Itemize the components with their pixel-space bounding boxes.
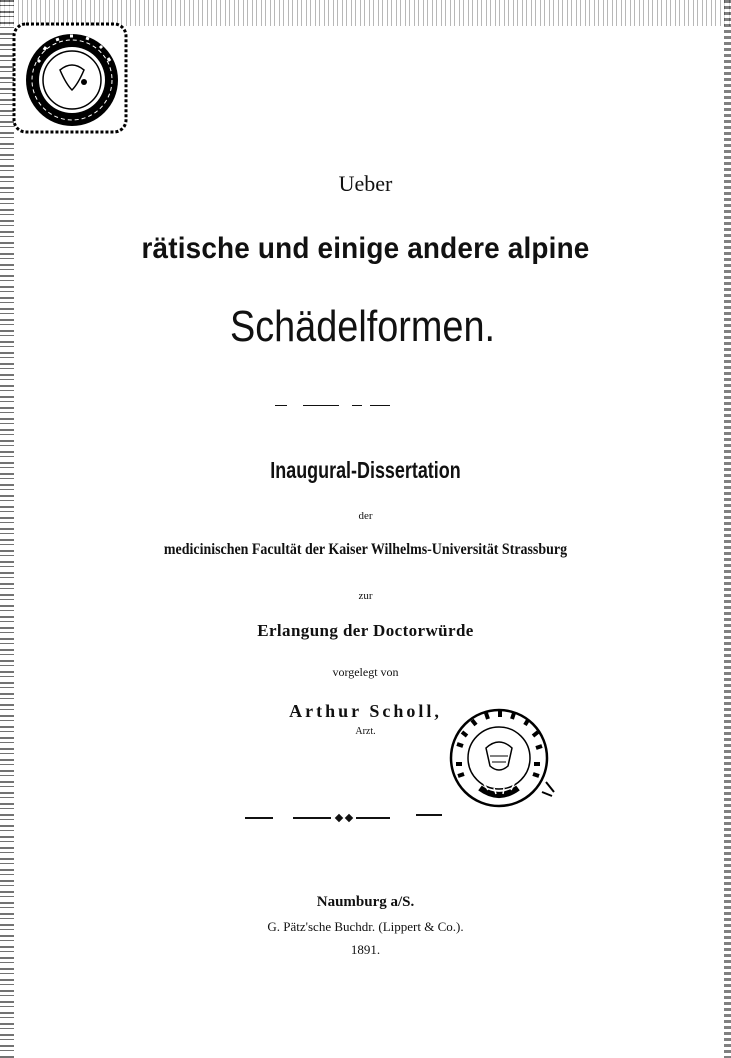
title-line-1: rätische und einige andere alpine <box>141 232 590 265</box>
connector-der: der <box>358 510 373 522</box>
degree-line: Erlangung der Doctorwürde <box>257 621 474 640</box>
ornament-rule-right <box>416 814 442 816</box>
ornament-rule-center-right <box>356 817 390 819</box>
ornament-rule-left <box>245 817 273 819</box>
publication-year: 1891. <box>350 942 381 957</box>
publication-place: Naumburg a/S. <box>316 894 415 910</box>
ornament-diamond-1 <box>335 814 343 822</box>
library-stamp-top-left <box>12 22 128 134</box>
title-rule-center <box>303 405 339 406</box>
author-name: Arthur Scholl, <box>289 701 442 721</box>
university-stamp-bottom-right <box>442 704 560 816</box>
publisher: G. Pätz'sche Buchdr. (Lippert & Co.). <box>267 919 464 934</box>
title-rule-left <box>275 405 287 406</box>
title-rule-dot <box>352 405 362 406</box>
faculty-line: medicinischen Facultät der Kaiser Wilhelms-Universität Strassburg <box>163 541 568 558</box>
title-prefix: Ueber <box>338 171 393 196</box>
presented-by: vorgelegt von <box>332 665 399 679</box>
title-rule-right <box>370 405 390 406</box>
dissertation-label: Inaugural-Dissertation <box>270 457 461 483</box>
ornament-diamond-2 <box>345 814 353 822</box>
ornament-rule-center-left <box>293 817 331 819</box>
author-role: Arzt. <box>355 726 376 737</box>
title-line-2: Schädelformen. <box>229 302 496 351</box>
connector-zur: zur <box>358 590 373 602</box>
